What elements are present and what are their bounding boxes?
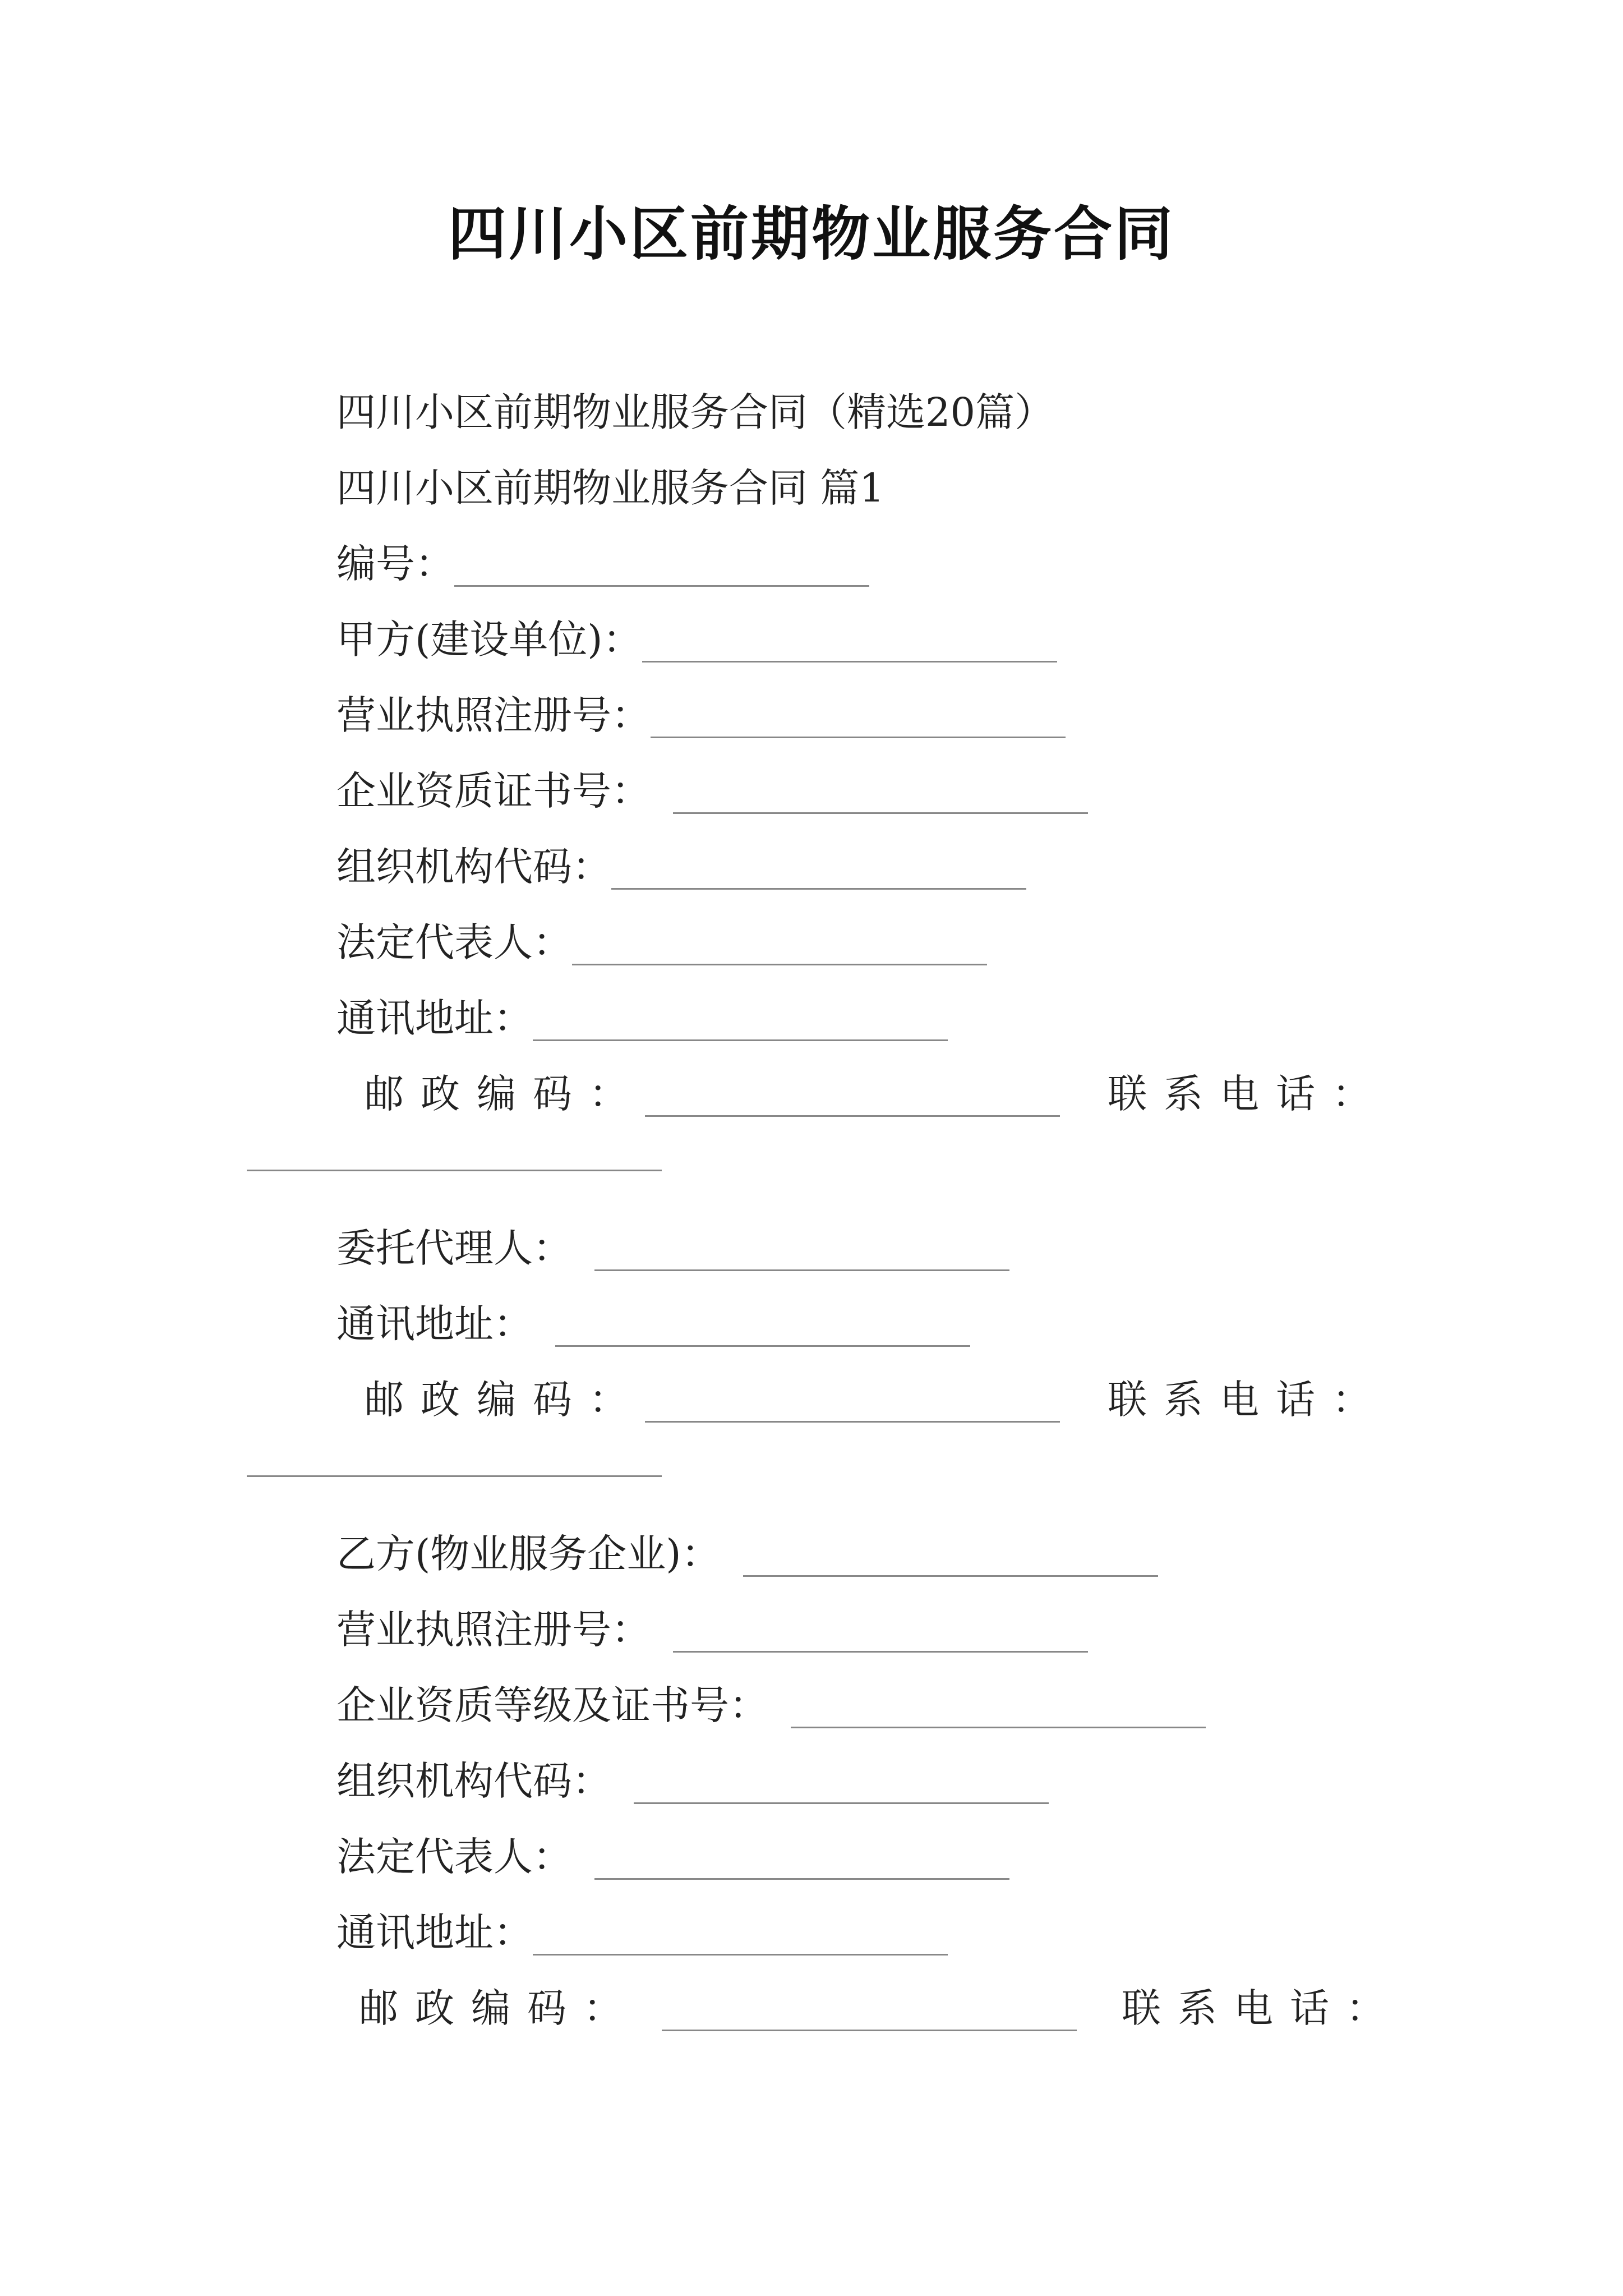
b-license-label: 营业执照注册号： [336, 1607, 651, 1653]
a-legal-rep-row [336, 917, 987, 968]
contract-no-row [336, 539, 869, 589]
a-phone-blank [247, 1170, 662, 1171]
b-legal-rep-blank [594, 1856, 1009, 1880]
agent-label: 委托代理人： [336, 1225, 572, 1271]
b-address-row [336, 1907, 948, 1958]
a-phone-label: 联系电话： [1108, 1071, 1388, 1117]
agent-address-row [336, 1299, 970, 1349]
a-qualification-blank [673, 790, 1088, 814]
party-b-row [336, 1529, 1158, 1579]
b-phone-label: 联系电话： [1122, 1985, 1402, 2031]
a-postcode-row [365, 1069, 1060, 1119]
b-org-code-row [336, 1756, 1049, 1806]
party-a-row [336, 614, 1057, 665]
b-postcode-row [359, 1983, 1077, 2033]
a-qualification-label: 企业资质证书号： [336, 768, 651, 814]
b-qualification-row [336, 1680, 1206, 1731]
a-org-code-label: 组织机构代码： [336, 844, 611, 890]
b-license-blank [673, 1628, 1088, 1653]
contract-no-label: 编号： [336, 541, 454, 587]
a-address-row [336, 993, 948, 1043]
b-org-code-label: 组织机构代码： [336, 1758, 611, 1804]
party-b-label: 乙方(物业服务企业)： [336, 1531, 721, 1577]
party-b-blank [743, 1553, 1158, 1577]
contract-no-blank [454, 563, 869, 587]
b-qualification-label: 企业资质等级及证书号： [336, 1682, 768, 1728]
agent-address-label: 通讯地址： [336, 1301, 533, 1347]
b-address-blank [533, 1931, 948, 1955]
a-postcode-label: 邮政编码： [365, 1071, 645, 1117]
agent-postcode-row [365, 1374, 1060, 1425]
a-qualification-row [336, 766, 1088, 816]
agent-phone-label: 联系电话： [1108, 1377, 1388, 1423]
a-license-label: 营业执照注册号： [336, 692, 651, 738]
subtitle-text: 四川小区前期物业服务合同（精选20篇） [336, 389, 1054, 435]
b-legal-rep-row [336, 1832, 1009, 1882]
a-org-code-blank [611, 866, 1026, 890]
a-license-blank [651, 714, 1066, 738]
a-legal-rep-label: 法定代表人： [336, 919, 572, 965]
agent-row [336, 1223, 1009, 1273]
b-license-row [336, 1604, 1088, 1655]
a-address-label: 通讯地址： [336, 995, 533, 1041]
a-org-code-row [336, 841, 1026, 892]
document-subtitle [336, 387, 1054, 438]
b-qualification-blank [791, 1704, 1206, 1728]
b-legal-rep-label: 法定代表人： [336, 1834, 572, 1880]
agent-blank [594, 1247, 1009, 1271]
agent-address-blank [555, 1323, 970, 1347]
b-org-code-blank [634, 1780, 1049, 1804]
a-address-blank [533, 1017, 948, 1041]
a-license-row [336, 690, 1066, 740]
section-heading [336, 463, 884, 513]
a-postcode-blank [645, 1093, 1060, 1117]
party-a-blank [642, 638, 1057, 662]
agent-postcode-blank [645, 1398, 1060, 1423]
section-heading-text: 四川小区前期物业服务合同 篇1 [336, 465, 884, 511]
b-postcode-blank [662, 2007, 1077, 2031]
b-postcode-label: 邮政编码： [359, 1985, 639, 2031]
agent-postcode-label: 邮政编码： [365, 1377, 645, 1423]
party-a-label: 甲方(建设单位)： [336, 616, 642, 662]
b-address-label: 通讯地址： [336, 1910, 533, 1955]
agent-phone-blank [247, 1475, 662, 1477]
document-title: 四川小区前期物业服务合同 [448, 199, 1175, 268]
a-legal-rep-blank [572, 941, 987, 965]
